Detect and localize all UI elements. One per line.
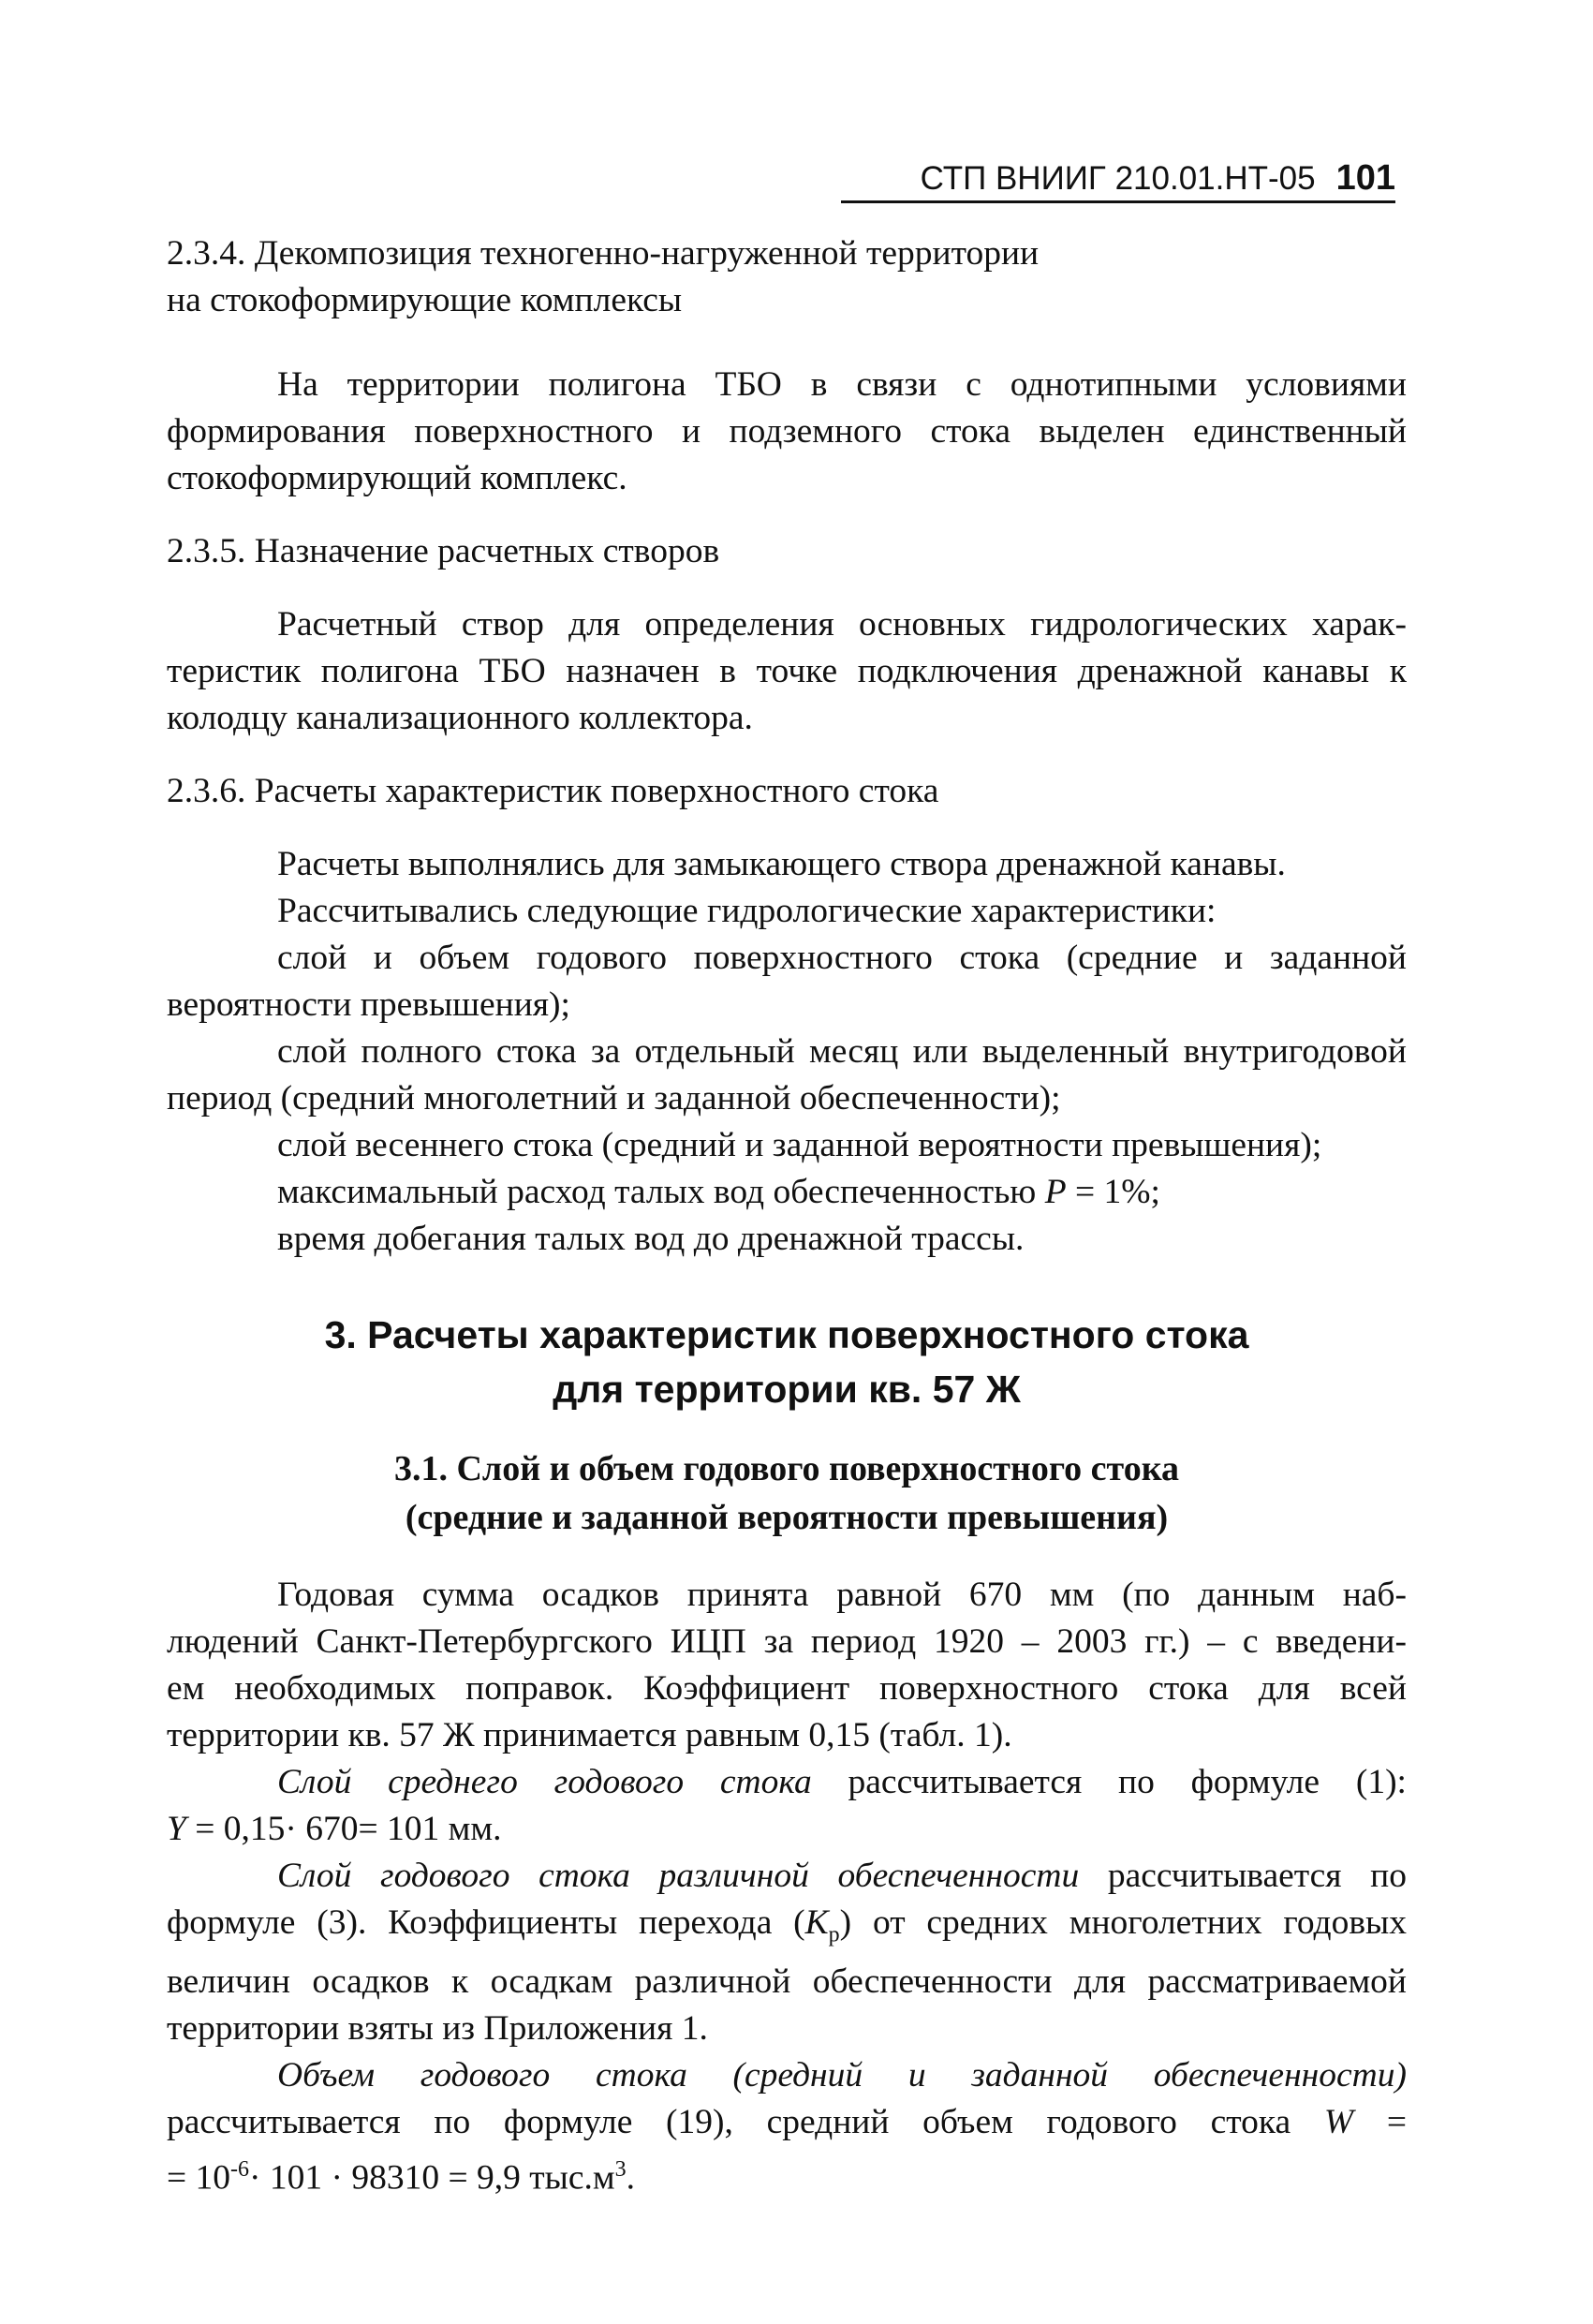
heading-2-3-5: 2.3.5. Назначение расчетных створов [167,532,720,570]
paragraph-line: стокоформирующий комплекс. [167,459,627,497]
formula-line: = $10^{-6}\cdot 101 \cdot 98310 = 9,9$ $тыс.м^3$. [167,2156,635,2197]
subsection-3-1-title-line1: 3.1. Слой и объем годового поверхностного стока [393,1449,1180,1488]
page-number: 101 [1335,158,1395,198]
paragraph-line: формуле (3). Коэффициенты перехода $(K_р)$ от средних многолетних годовых [167,1903,1407,1947]
list-item-line: вероятности превышения); [167,985,570,1024]
section-3-title-line1: 3. Расчеты характеристик поверхностного стока [324,1313,1249,1356]
heading-2-3-6: 2.3.6. Расчеты характеристик поверхностного стока [167,772,939,810]
paragraph-line: Расчетный створ для определения основных гидрологических харак- [277,605,1407,644]
paragraph-line: ем необходимых поправок. Коэффициент поверхностного стока для всей [167,1669,1407,1708]
paragraph-line: территории взяты из Приложения 1. [167,2008,708,2048]
paragraph-line: Объем годового стока (средний и заданной обеспеченности) [277,2055,1407,2095]
paragraph-line: Рассчитывались следующие гидрологические характеристики: [277,892,1217,930]
list-item-line: время добегания талых вод до дренажной трассы. [277,1220,1025,1258]
heading-2-3-4-line2: на стокоформирующие комплексы [167,281,683,319]
paragraph-line: Слой среднего годового стока рассчитывается по формуле (1): [277,1763,1407,1801]
paragraph-line: рассчитывается по формуле (19), средний объем годового стока W = [167,2102,1407,2141]
heading-2-3-4-line1: 2.3.4. Декомпозиция техногенно-нагруженной территории [167,234,1040,273]
variable-w: W [1323,2102,1354,2141]
list-item-line: максимальный расход талых вод обеспеченностью P = 1%; [277,1173,1160,1211]
variable-p: P [1044,1173,1067,1211]
variable-y: Y [167,1810,186,1848]
paragraph-line: Годовая сумма осадков принята равной 670 мм (по данным наб- [277,1576,1407,1614]
subsection-3-1-title-line2: (средние и заданной вероятности превышения) [405,1498,1169,1537]
paragraph-line: колодцу канализационного коллектора. [167,699,753,737]
variable-k: K [804,1903,829,1942]
paragraph-line: На территории полигона ТБО в связи с однотипными условиями [277,365,1407,404]
paragraph-line: теристик полигона ТБО назначен в точке подключения дренажной канавы к [167,652,1407,690]
list-item-line: период (средний многолетний и заданной обеспеченности); [167,1079,1061,1118]
paragraph-line: формирования поверхностного и подземного стока выделен единственный [167,412,1407,451]
list-item-line: слой и объем годового поверхностного стока (средние и заданной [277,939,1407,977]
running-header [841,155,1395,203]
formula-line: Y = 0,15· 670= 101 мм. [167,1810,502,1848]
paragraph-line: Расчеты выполнялись для замыкающего створа дренажной канавы. [277,845,1286,883]
paragraph-line: величин осадков к осадкам различной обеспеченности для рассматриваемой [167,1961,1407,2001]
section-3-title-line2: для территории кв. 57 Ж [553,1368,1021,1411]
paragraph-line: территории кв. 57 Ж принимается равным 0,15 (табл. 1). [167,1716,1012,1754]
body-text [167,230,1407,2201]
paragraph-line: людений Санкт-Петербургского ИЦП за период 1920 – 2003 гг.) – с введени- [167,1622,1407,1661]
list-item-line: слой весеннего стока (средний и заданной вероятности превышения); [277,1126,1322,1164]
paragraph-line: Слой годового стока различной обеспеченности рассчитывается по [277,1857,1407,1895]
document-code: СТП ВНИИГ 210.01.НТ-05 [920,160,1316,197]
list-item-line: слой полного стока за отдельный месяц или выделенный внутригодовой [277,1032,1407,1071]
